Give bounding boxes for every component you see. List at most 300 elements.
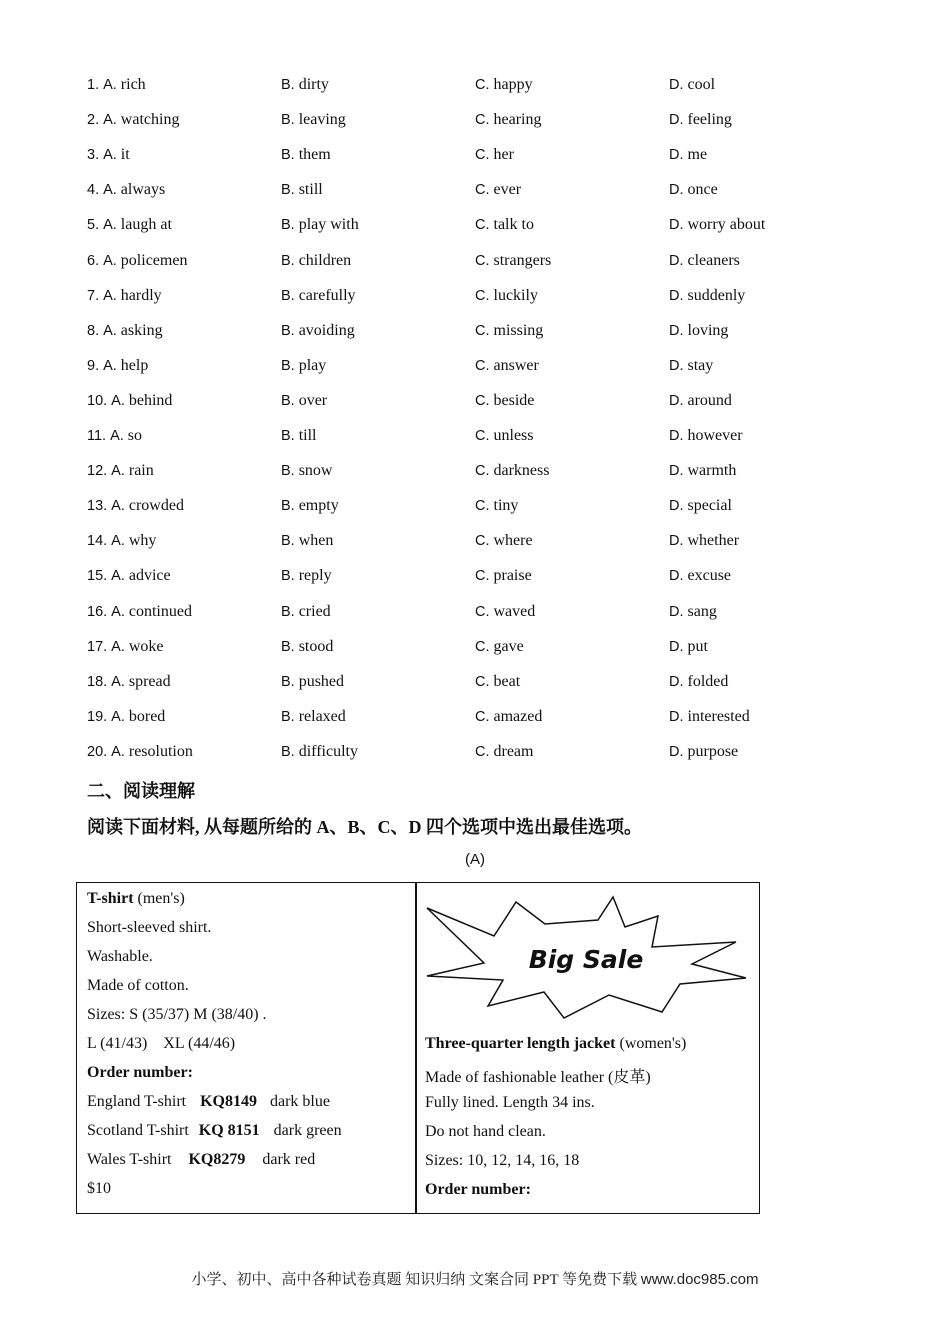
option-b: [281, 532, 333, 550]
option-c: [475, 603, 535, 621]
option-letter: A.: [103, 77, 117, 93]
option-letter: D.: [669, 428, 684, 444]
option-c: [475, 567, 532, 585]
option-letter: D.: [669, 77, 684, 93]
tshirt-price: $10: [87, 1180, 111, 1197]
option-text: put: [687, 637, 708, 655]
option-d: [669, 462, 736, 480]
option-text: them: [298, 146, 331, 164]
passage-label: (A): [465, 851, 485, 868]
jacket-title: [425, 1035, 686, 1053]
option-text: dream: [493, 742, 534, 760]
option-b: [281, 392, 327, 410]
option-text: interested: [687, 707, 750, 725]
option-letter: D.: [669, 533, 684, 550]
option-d: [669, 743, 738, 761]
option-letter: B.: [281, 708, 295, 725]
option-text: continued: [128, 602, 192, 620]
option-letter: C.: [475, 112, 490, 129]
option-text: avoiding: [298, 321, 355, 339]
jacket-line-1: Made of fashionable leather (皮革): [425, 1069, 651, 1086]
option-letter: C.: [475, 322, 490, 339]
option-text: tiny: [493, 497, 519, 515]
option-letter: B.: [281, 392, 295, 409]
option-text: warmth: [687, 462, 737, 480]
option-letter: C.: [475, 147, 490, 164]
option-c: [475, 357, 539, 375]
option-letter: B.: [281, 147, 295, 164]
question-number: 3.: [87, 147, 100, 164]
option-text: luckily: [493, 286, 538, 304]
option-letter: D.: [669, 463, 684, 480]
option-text: happy: [493, 76, 533, 93]
option-text: difficulty: [298, 742, 358, 760]
option-b: [281, 673, 344, 691]
option-letter: B.: [281, 287, 295, 304]
option-text: unless: [493, 427, 534, 444]
big-sale-starburst-icon: [424, 894, 750, 1024]
option-letter: B.: [281, 77, 295, 93]
jacket-sizes: Sizes: 10, 12, 14, 16, 18: [425, 1152, 580, 1169]
tshirt-order-line: [87, 1093, 330, 1111]
option-a: [87, 743, 193, 761]
option-text: gave: [493, 637, 524, 655]
option-letter: D.: [669, 147, 684, 164]
option-d: [669, 287, 745, 305]
option-b: [281, 567, 332, 585]
question-row: [0, 146, 950, 170]
option-letter: C.: [475, 743, 490, 760]
option-text: stood: [298, 637, 334, 655]
option-text: hardly: [120, 286, 162, 304]
option-letter: A.: [110, 428, 124, 444]
question-number: 17.: [87, 638, 108, 655]
option-letter: B.: [281, 357, 295, 374]
question-number: 6.: [87, 252, 100, 269]
option-text: relaxed: [298, 707, 346, 725]
option-text: till: [298, 427, 317, 444]
order-color: dark blue: [270, 1093, 330, 1110]
question-row: [0, 357, 950, 381]
option-letter: C.: [475, 708, 490, 725]
option-text: it: [120, 146, 130, 164]
option-text: excuse: [687, 567, 732, 585]
option-b: [281, 146, 331, 164]
option-letter: D.: [669, 182, 684, 199]
option-c: [475, 497, 518, 515]
option-text: leaving: [298, 111, 346, 129]
option-letter: A.: [111, 603, 125, 620]
option-b: [281, 427, 316, 445]
order-shirt-name: Wales T-shirt: [87, 1151, 172, 1168]
option-b: [281, 743, 358, 761]
option-d: [669, 181, 718, 199]
option-letter: C.: [475, 428, 490, 444]
option-letter: A.: [111, 568, 125, 585]
option-text: dirty: [298, 76, 329, 93]
option-letter: A.: [111, 498, 125, 515]
option-d: [669, 322, 728, 340]
option-d: [669, 673, 728, 691]
order-code: KQ 8151: [198, 1122, 260, 1139]
option-text: once: [687, 181, 718, 199]
option-letter: C.: [475, 498, 490, 515]
option-letter: C.: [475, 217, 490, 234]
option-letter: C.: [475, 287, 490, 304]
footer-text: 小学、初中、高中各种试卷真题 知识归纳 文案合同 PPT 等免费下载: [191, 1272, 638, 1288]
question-row: [0, 392, 950, 416]
tshirt-line-3: Made of cotton.: [87, 977, 189, 994]
option-letter: A.: [103, 182, 117, 199]
option-d: [669, 708, 750, 726]
option-d: [669, 392, 732, 410]
option-text: suddenly: [687, 286, 746, 304]
order-code: KQ8279: [188, 1151, 246, 1168]
option-letter: D.: [669, 673, 684, 690]
option-text: still: [298, 181, 323, 199]
question-number: 10.: [87, 392, 108, 409]
option-b: [281, 638, 333, 656]
question-number: 16.: [87, 603, 108, 620]
option-letter: A.: [103, 287, 117, 304]
question-number: 20.: [87, 743, 108, 760]
order-color: dark green: [273, 1122, 342, 1139]
option-text: ever: [493, 181, 522, 199]
option-letter: A.: [111, 392, 125, 409]
jacket-product-note: (women's): [615, 1035, 687, 1052]
question-number: 14.: [87, 533, 108, 550]
option-text: talk to: [493, 216, 534, 234]
option-letter: A.: [111, 638, 125, 655]
question-number: 18.: [87, 673, 108, 690]
option-letter: A.: [103, 322, 117, 339]
jacket-line-2: Fully lined. Length 34 ins.: [425, 1094, 595, 1111]
option-text: play with: [298, 216, 359, 234]
option-a: [87, 532, 156, 550]
option-text: her: [493, 146, 514, 164]
option-d: [669, 357, 713, 375]
option-text: beside: [493, 391, 535, 409]
option-a: [87, 638, 164, 656]
option-text: when: [298, 532, 334, 550]
option-text: watching: [120, 111, 180, 129]
option-letter: D.: [669, 392, 684, 409]
option-d: [669, 146, 707, 164]
option-text: carefully: [298, 286, 356, 304]
option-text: whether: [687, 532, 740, 550]
option-text: answer: [493, 356, 539, 374]
option-c: [475, 216, 534, 234]
option-text: folded: [687, 672, 729, 690]
option-b: [281, 76, 329, 94]
option-text: crowded: [128, 497, 184, 515]
option-text: resolution: [128, 742, 193, 760]
jacket-product-name: Three-quarter length jacket: [425, 1035, 616, 1052]
option-a: [87, 216, 172, 234]
option-d: [669, 567, 731, 585]
option-b: [281, 216, 359, 234]
option-letter: B.: [281, 673, 295, 690]
option-letter: B.: [281, 252, 295, 269]
option-letter: A.: [103, 217, 117, 234]
option-text: over: [298, 391, 328, 409]
question-row: [0, 216, 950, 240]
option-c: [475, 638, 524, 656]
option-letter: B.: [281, 112, 295, 129]
question-number: 11.: [87, 428, 107, 444]
question-number: 19.: [87, 708, 108, 725]
option-letter: D.: [669, 112, 684, 129]
option-text: praise: [493, 567, 532, 585]
option-letter: B.: [281, 568, 295, 585]
option-c: [475, 392, 534, 410]
question-row: [0, 287, 950, 311]
option-text: darkness: [493, 462, 550, 480]
option-c: [475, 427, 534, 445]
tshirt-product-name: T-shirt: [87, 890, 134, 907]
option-c: [475, 111, 541, 129]
option-letter: B.: [281, 428, 295, 444]
option-letter: D.: [669, 603, 684, 620]
option-b: [281, 708, 346, 726]
option-text: bored: [128, 707, 166, 725]
option-letter: D.: [669, 568, 684, 585]
option-letter: D.: [669, 743, 684, 760]
option-a: [87, 462, 154, 480]
question-row: [0, 567, 950, 591]
option-letter: C.: [475, 533, 490, 550]
option-a: [87, 603, 192, 621]
option-d: [669, 76, 715, 94]
order-code: KQ8149: [200, 1093, 257, 1110]
question-row: [0, 532, 950, 556]
option-a: [87, 76, 146, 94]
option-text: empty: [298, 497, 339, 515]
option-letter: C.: [475, 252, 490, 269]
option-letter: B.: [281, 533, 295, 550]
option-a: [87, 322, 163, 340]
option-text: waved: [493, 602, 536, 620]
question-row: [0, 111, 950, 135]
question-row: [0, 603, 950, 627]
option-letter: B.: [281, 322, 295, 339]
option-text: play: [298, 356, 327, 374]
option-d: [669, 532, 739, 550]
tshirt-product-note: (men's): [133, 890, 185, 907]
question-row: [0, 497, 950, 521]
question-number: 13.: [87, 498, 108, 515]
option-text: cleaners: [687, 251, 740, 269]
option-c: [475, 287, 538, 305]
option-a: [87, 111, 179, 129]
section-instruction: 阅读下面材料, 从每题所给的 A、B、C、D 四个选项中选出最佳选项。: [87, 817, 642, 837]
option-c: [475, 743, 533, 761]
option-letter: D.: [669, 322, 684, 339]
question-row: [0, 252, 950, 276]
option-text: purpose: [687, 742, 739, 760]
option-c: [475, 181, 521, 199]
option-text: reply: [298, 567, 332, 585]
option-letter: A.: [103, 252, 117, 269]
option-a: [87, 427, 142, 445]
question-number: 12.: [87, 463, 108, 480]
option-text: me: [687, 146, 708, 164]
tshirt-line-2: Washable.: [87, 948, 153, 965]
option-text: however: [687, 427, 743, 444]
option-d: [669, 603, 717, 621]
option-letter: C.: [475, 603, 490, 620]
option-b: [281, 322, 355, 340]
option-text: missing: [493, 321, 544, 339]
option-letter: B.: [281, 743, 295, 760]
option-text: so: [127, 427, 143, 444]
option-text: laugh at: [120, 216, 172, 234]
option-text: stay: [687, 356, 714, 374]
option-d: [669, 497, 732, 515]
jacket-line-3: Do not hand clean.: [425, 1123, 546, 1140]
option-text: woke: [128, 637, 164, 655]
section-title: 二、阅读理解: [87, 781, 195, 801]
option-d: [669, 638, 708, 656]
option-text: sang: [687, 602, 717, 620]
option-text: policemen: [120, 251, 188, 269]
option-text: rich: [120, 76, 146, 93]
option-letter: B.: [281, 498, 295, 515]
option-text: around: [687, 391, 732, 409]
option-text: advice: [128, 567, 171, 585]
option-letter: C.: [475, 182, 490, 199]
option-text: worry about: [687, 216, 766, 234]
option-c: [475, 252, 551, 270]
option-letter: D.: [669, 357, 684, 374]
tshirt-order-line: [87, 1151, 315, 1169]
page-footer: [0, 1268, 950, 1289]
option-text: behind: [128, 391, 173, 409]
option-c: [475, 462, 549, 480]
order-shirt-name: England T-shirt: [87, 1093, 187, 1110]
option-text: where: [493, 532, 533, 550]
option-b: [281, 603, 331, 621]
option-c: [475, 532, 533, 550]
option-text: help: [120, 356, 149, 374]
option-a: [87, 146, 130, 164]
option-d: [669, 111, 732, 129]
option-b: [281, 497, 339, 515]
option-text: asking: [120, 321, 163, 339]
option-b: [281, 181, 323, 199]
option-text: strangers: [493, 251, 552, 269]
option-letter: D.: [669, 217, 684, 234]
jacket-order-label: Order number:: [425, 1181, 531, 1198]
option-c: [475, 76, 533, 94]
question-row: [0, 673, 950, 697]
option-letter: C.: [475, 673, 490, 690]
option-letter: B.: [281, 603, 295, 620]
option-d: [669, 216, 765, 234]
option-letter: C.: [475, 357, 490, 374]
option-b: [281, 111, 346, 129]
order-color: dark red: [262, 1151, 316, 1168]
option-d: [669, 427, 743, 445]
tshirt-order-label: Order number:: [87, 1064, 193, 1081]
order-shirt-name: Scotland T-shirt: [87, 1122, 189, 1139]
option-letter: B.: [281, 217, 295, 234]
option-letter: C.: [475, 392, 490, 409]
option-text: spread: [128, 672, 171, 690]
option-letter: D.: [669, 498, 684, 515]
tshirt-order-line: [87, 1122, 342, 1140]
option-letter: A.: [111, 533, 125, 550]
option-a: [87, 287, 162, 305]
option-text: cool: [687, 76, 716, 93]
option-text: special: [687, 497, 732, 515]
option-letter: D.: [669, 287, 684, 304]
question-number: 2.: [87, 112, 100, 129]
option-letter: D.: [669, 638, 684, 655]
big-sale-text: Big Sale: [528, 945, 644, 974]
option-text: feeling: [687, 111, 732, 129]
option-b: [281, 252, 351, 270]
option-text: loving: [687, 321, 729, 339]
option-letter: C.: [475, 77, 490, 93]
question-row: [0, 708, 950, 732]
option-letter: A.: [111, 708, 125, 725]
option-a: [87, 181, 165, 199]
option-text: children: [298, 251, 352, 269]
question-number: 9.: [87, 357, 100, 374]
option-text: hearing: [493, 111, 542, 129]
question-row: [0, 743, 950, 767]
question-number: 1.: [87, 77, 100, 93]
question-row: [0, 462, 950, 486]
option-letter: C.: [475, 568, 490, 585]
option-c: [475, 146, 514, 164]
question-number: 7.: [87, 287, 100, 304]
option-letter: A.: [103, 357, 117, 374]
option-b: [281, 357, 326, 375]
question-row: [0, 322, 950, 346]
option-d: [669, 252, 740, 270]
question-number: 8.: [87, 322, 100, 339]
option-text: rain: [128, 462, 154, 480]
option-letter: D.: [669, 708, 684, 725]
option-letter: A.: [111, 673, 125, 690]
question-row: [0, 427, 950, 451]
option-letter: A.: [111, 743, 125, 760]
tshirt-title: [87, 890, 185, 908]
option-letter: C.: [475, 463, 490, 480]
option-c: [475, 322, 543, 340]
option-letter: C.: [475, 638, 490, 655]
option-a: [87, 357, 148, 375]
option-letter: A.: [111, 463, 125, 480]
option-letter: B.: [281, 638, 295, 655]
question-number: 5.: [87, 217, 100, 234]
option-text: pushed: [298, 672, 345, 690]
option-a: [87, 567, 171, 585]
question-row: [0, 181, 950, 205]
option-text: cried: [298, 602, 331, 620]
option-letter: A.: [103, 147, 117, 164]
ad-table-divider: [415, 882, 417, 1214]
option-b: [281, 462, 332, 480]
footer-url[interactable]: www.doc985.com: [640, 1271, 759, 1288]
question-number: 15.: [87, 568, 108, 585]
option-letter: B.: [281, 463, 295, 480]
question-row: [0, 76, 950, 100]
tshirt-line-1: Short-sleeved shirt.: [87, 919, 212, 936]
option-c: [475, 708, 542, 726]
